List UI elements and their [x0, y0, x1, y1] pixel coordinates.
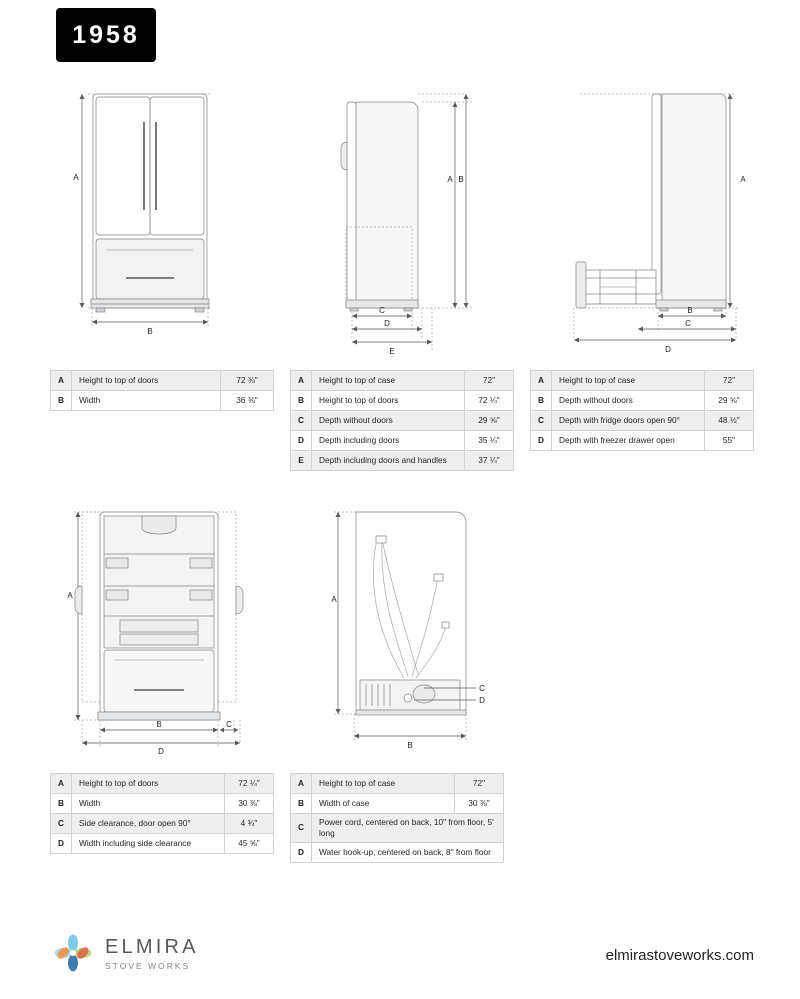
svg-text:B: B	[458, 175, 464, 184]
table-row	[51, 794, 274, 814]
table-row	[531, 431, 754, 451]
row-value: 72"	[455, 774, 504, 794]
website-url[interactable]: elmirastoveworks.com	[605, 947, 754, 964]
row-key: E	[291, 451, 312, 471]
table-row	[51, 371, 274, 391]
svg-text:B: B	[156, 720, 162, 729]
row-value: 36 ⅜"	[221, 391, 274, 411]
row-description: Side clearance, door open 90°	[72, 814, 225, 834]
row-value: 35 ¼"	[465, 431, 514, 451]
row-description: Height to top of case	[552, 371, 705, 391]
table-row	[291, 391, 514, 411]
row-value: 72 ¼"	[465, 391, 514, 411]
table-row	[51, 391, 274, 411]
svg-text:B: B	[147, 327, 153, 336]
elmira-flower-logo-icon	[50, 930, 96, 976]
table-row	[531, 391, 754, 411]
row-key: A	[291, 774, 312, 794]
svg-text:D: D	[479, 696, 485, 705]
spec-table-front-closed	[50, 370, 274, 411]
row-value: 37 ¼"	[465, 451, 514, 471]
row-key: C	[531, 411, 552, 431]
row-description: Width	[72, 391, 221, 411]
table-row	[291, 843, 504, 863]
svg-text:C: C	[479, 684, 485, 693]
row-description: Width	[72, 794, 225, 814]
svg-text:B: B	[687, 306, 693, 315]
row-description: Width of case	[312, 794, 455, 814]
svg-text:A: A	[331, 595, 337, 604]
svg-text:A: A	[73, 173, 79, 182]
row-value: 30 ⅜"	[455, 794, 504, 814]
row-key: B	[291, 391, 312, 411]
svg-text:A: A	[447, 175, 453, 184]
row-description: Depth including doors	[312, 431, 465, 451]
row-value: 29 ⅝"	[465, 411, 514, 431]
row-value: 55"	[705, 431, 754, 451]
svg-text:A: A	[740, 175, 746, 184]
figure-side-open	[540, 82, 775, 357]
row-value: 29 ⅝"	[705, 391, 754, 411]
row-key: A	[51, 371, 72, 391]
svg-text:D: D	[665, 345, 671, 354]
row-description: Depth with freezer drawer open	[552, 431, 705, 451]
table-row	[51, 834, 274, 854]
svg-text:C: C	[685, 319, 691, 328]
svg-text:C: C	[226, 720, 232, 729]
row-description: Height to top of case	[312, 371, 465, 391]
row-key: D	[51, 834, 72, 854]
figure-front-closed	[60, 82, 285, 342]
row-description: Width including side clearance	[72, 834, 225, 854]
svg-text:E: E	[389, 347, 395, 356]
row-value: 72"	[465, 371, 514, 391]
brand-tagline: STOVE WORKS	[105, 960, 191, 971]
row-key: C	[291, 814, 312, 843]
row-description: Depth without doors	[552, 391, 705, 411]
row-value: 30 ⅜"	[225, 794, 274, 814]
table-row	[291, 371, 514, 391]
row-key: D	[531, 431, 552, 451]
table-row	[291, 814, 504, 843]
row-description: Height to top of doors	[72, 371, 221, 391]
table-row	[291, 411, 514, 431]
row-key: A	[531, 371, 552, 391]
brand-name: ELMIRA	[105, 935, 199, 958]
table-row	[291, 451, 514, 471]
spec-table-back-view	[290, 773, 504, 863]
row-description: Height to top of doors	[72, 774, 225, 794]
figure-back-view	[300, 498, 530, 758]
svg-text:A: A	[67, 591, 73, 600]
year-badge-label: 1958	[72, 20, 140, 49]
row-description: Water hook-up, centered on back, 8" from floor	[312, 843, 504, 863]
table-row	[531, 411, 754, 431]
row-description: Depth with fridge doors open 90°	[552, 411, 705, 431]
row-key: B	[531, 391, 552, 411]
row-key: A	[51, 774, 72, 794]
row-description: Power cord, centered on back, 10" from floor, 5' long	[312, 814, 504, 843]
svg-text:D: D	[384, 319, 390, 328]
row-description: Height to top of doors	[312, 391, 465, 411]
row-description: Depth without doors	[312, 411, 465, 431]
row-key: D	[291, 431, 312, 451]
brand-logo	[50, 930, 199, 976]
svg-text:B: B	[407, 741, 413, 750]
row-key: A	[291, 371, 312, 391]
row-description: Height to top of case	[312, 774, 455, 794]
row-value: 72 ⅜"	[221, 371, 274, 391]
table-row	[51, 774, 274, 794]
spec-table-front-open	[50, 773, 274, 854]
row-key: C	[291, 411, 312, 431]
table-row	[51, 814, 274, 834]
row-value: 72"	[705, 371, 754, 391]
table-row	[531, 371, 754, 391]
figure-side-closed	[300, 82, 525, 357]
row-value: 48 ½"	[705, 411, 754, 431]
spec-table-side-closed	[290, 370, 514, 471]
table-row	[291, 794, 504, 814]
row-key: D	[291, 843, 312, 863]
row-key: B	[291, 794, 312, 814]
row-value: 72 ¼"	[225, 774, 274, 794]
svg-text:C: C	[379, 306, 385, 315]
row-value: 4 ¾"	[225, 814, 274, 834]
row-description: Depth including doors and handles	[312, 451, 465, 471]
row-value: 45 ⅝"	[225, 834, 274, 854]
row-key: C	[51, 814, 72, 834]
row-key: B	[51, 391, 72, 411]
table-row	[291, 431, 514, 451]
svg-text:D: D	[158, 747, 164, 756]
spec-table-side-open	[530, 370, 754, 451]
year-badge	[56, 8, 156, 62]
figure-front-open	[60, 498, 290, 758]
row-key: B	[51, 794, 72, 814]
table-row	[291, 774, 504, 794]
